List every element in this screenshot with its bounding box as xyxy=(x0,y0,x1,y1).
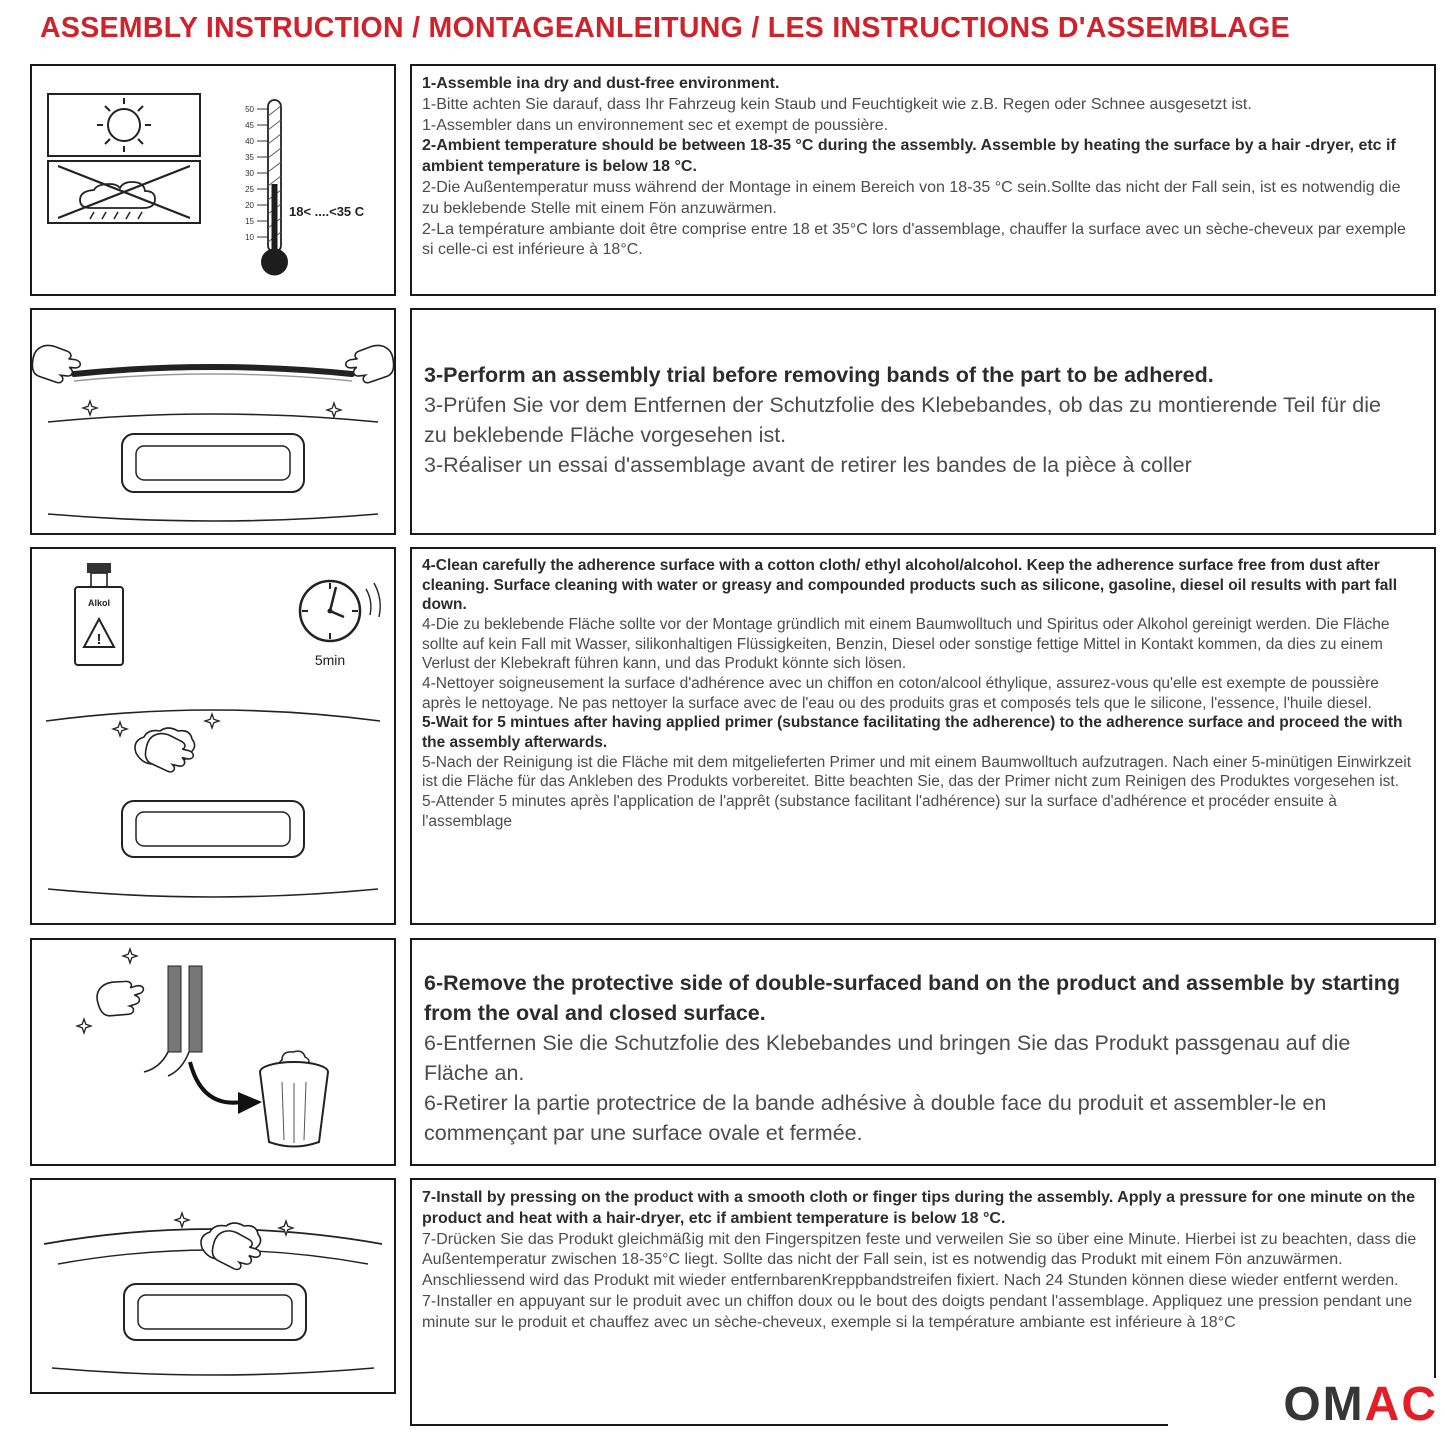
sparkle-icon xyxy=(77,1019,91,1033)
trunk-panel-illustration xyxy=(48,801,378,897)
environment-temperature-illustration xyxy=(32,66,394,294)
step-2-fr: 2-La température ambiante doit être comprise entre 18 et 35°C lors d'assemblage, chauffer la surface avec un sèche-cheveux par exemple si celle-ci est inférieure à 18°C. xyxy=(422,220,1406,259)
page-title: ASSEMBLY INSTRUCTION / MONTAGEANLEITUNG / LES INSTRUCTIONS D'ASSEMBLAGE xyxy=(40,12,1290,44)
wiping-hand-illustration xyxy=(46,710,380,778)
peel-band-illustration xyxy=(77,949,262,1114)
thermometer-tick-label: 20 xyxy=(245,201,254,210)
thermometer-icon xyxy=(245,100,365,275)
alcohol-bottle-icon xyxy=(75,563,123,665)
step-1-fr: 1-Assembler dans un environnement sec et exempt de poussière. xyxy=(422,116,889,134)
step-1-2-text-panel xyxy=(410,64,1436,296)
step-2-en: 2-Ambient temperature should be between 18-35 °C during the assembly. Assemble by heating the surface by a hair -dryer, etc if ambient temperature is below 18 °C. xyxy=(422,137,1396,176)
step-3-de: 3-Prüfen Sie vor dem Entfernen der Schutzfolie des Klebebandes, ob das zu montierende Teil für die zu beklebende Fläche vorgesehen ist. xyxy=(424,393,1381,448)
step-6-de: 6-Entfernen Sie die Schutzfolie des Klebebandes und bringen Sie das Produkt passgenau auf die Fläche an. xyxy=(424,1031,1351,1086)
arrow-icon xyxy=(238,1092,262,1114)
step-5-de: 5-Nach der Reinigung ist die Fläche mit dem mitgelieferten Primer und mit einem Baumwolltuch aufzutragen. Nach einer 5-minütigen Einwirkzeit ist die Fläche für das Ankleben des Produkts vorbereitet. Bitte beachten Sie, das der Primer nicht zum Reinigen des Produktes vorgesehen ist. xyxy=(422,753,1412,791)
step-7-illustration-panel xyxy=(30,1178,396,1394)
step-1-de: 1-Bitte achten Sie darauf, dass Ihr Fahrzeug kein Staub und Feuchtigkeit wie z.B. Regen oder Schnee ausgesetzt ist. xyxy=(422,95,1252,113)
omac-logo-red-letters: AC xyxy=(1364,1378,1438,1431)
trash-bin-icon xyxy=(260,1051,328,1146)
step-5-fr: 5-Attender 5 minutes après l'application de l'apprêt (substance facilitant l'adhérence) sur la surface d'adhérence et procéder ensuite à l'assemblage xyxy=(422,793,1337,830)
thermometer-tick-label: 25 xyxy=(245,185,254,194)
step-4-5-text-panel xyxy=(410,547,1436,925)
pressing-hand-illustration xyxy=(44,1213,382,1276)
trunk-panel-illustration xyxy=(52,1284,374,1375)
thermometer-tick-label: 45 xyxy=(245,121,254,130)
sparkle-icon xyxy=(83,401,97,415)
trial-fit-illustration xyxy=(32,310,394,533)
warning-mark: ! xyxy=(96,631,102,648)
sun-icon xyxy=(48,94,200,156)
trunk-panel-illustration xyxy=(48,414,378,521)
hand-icon xyxy=(95,978,147,1018)
thermometer-tick-label: 40 xyxy=(245,137,254,146)
step-1-en: 1-Assemble ina dry and dust-free environment. xyxy=(422,75,780,92)
sparkle-icon xyxy=(175,1213,189,1227)
step-7-fr: 7-Installer en appuyant sur le produit avec un chiffon doux ou le bout des doigts pendant l'assemblage. Appliquez une pression pendant une minute sur le produit et chauffez avec un sèche-cheveux, exemple si la température ambiante est inférieure à 18°C xyxy=(422,1292,1413,1331)
step-6-illustration-panel xyxy=(30,938,396,1166)
step-4-en: 4-Clean carefully the adherence surface with a cotton cloth/ ethyl alcohol/alcohol. Keep the adherence surface free from dust after cleaning. Surface cleaning with water or greasy and compounded products such as silicone, gasoline, diesel oil results with part fall down. xyxy=(422,557,1398,614)
alcohol-label: Alkol xyxy=(87,598,111,608)
step-2-de: 2-Die Außentemperatur muss während der Montage in einem Bereich von 18-35 °C sein.Sollte das nicht der Fall sein, ist es notwendig die zu beklebende Stelle mit einem Fön anzuwärmen. xyxy=(422,178,1401,217)
step-1-2-illustration-panel xyxy=(30,64,396,296)
step-3-illustration-panel xyxy=(30,308,396,535)
thermometer-tick-label: 30 xyxy=(245,169,254,178)
step-3-text-panel xyxy=(410,308,1436,535)
cleaning-illustration xyxy=(32,549,394,923)
step-5-en: 5-Wait for 5 mintues after having applied primer (substance facilitating the adherence) to the adherence surface and proceed the with the assembly afterwards. xyxy=(422,714,1403,752)
thermometer-tick-label: 35 xyxy=(245,153,254,162)
step-7-de: 7-Drücken Sie das Produkt gleichmäßig mit den Fingerspitzen feste und verweilen Sie so über eine Minute. Hierbei ist zu beachten, dass die Außentemperatur zwischen 18-35°C liegt. Sollte das nicht der Fall sein, ist es notwendig das Produkt mit einem Fön anzuwärmen. Anschliessend wird das Produkt mit wieder entfernbarenKreppbandstreifen fixiert. Nach 24 Stunden können diese wieder entfernt werden. xyxy=(422,1230,1417,1290)
step-3-fr: 3-Réaliser un essai d'assemblage avant de retirer les bandes de la pièce à coller xyxy=(424,453,1192,478)
omac-logo-black-letters: OM xyxy=(1283,1378,1365,1431)
thermometer-tick-label: 10 xyxy=(245,233,254,242)
step-6-en: 6-Remove the protective side of double-surfaced band on the product and assemble by starting from the oval and closed surface. xyxy=(424,971,1401,1026)
sparkle-icon xyxy=(113,722,127,736)
five-min-label: 5min xyxy=(314,652,346,668)
step-3-en: 3-Perform an assembly trial before removing bands of the part to be adhered. xyxy=(424,363,1214,387)
sparkle-icon xyxy=(327,403,341,417)
sparkle-icon xyxy=(205,714,219,728)
step-6-fr: 6-Retirer la partie protectrice de la bande adhésive à double face du produit et assembler-le en commençant par une surface ovale et fermée. xyxy=(424,1091,1327,1146)
pressing-illustration xyxy=(32,1180,394,1392)
no-rain-icon xyxy=(48,161,200,223)
step-4-5-illustration-panel xyxy=(30,547,396,925)
trim-strip-and-hands-illustration xyxy=(32,342,394,417)
sparkle-icon xyxy=(123,949,137,963)
step-4-fr: 4-Nettoyer soigneusement la surface d'adhérence avec un chiffon en coton/alcool éthylique, assurez-vous qu'elle est exempte de poussière après le nettoyage. Ne pas nettoyer la surface avec de l'eau ou des produits gras et composés tels que le silicone, l'essence, l'huile diesel. xyxy=(422,675,1379,712)
step-4-de: 4-Die zu beklebende Fläche sollte vor der Montage gründlich mit einem Baumwolltuch und Spiritus oder Alkohol gereinigt werden. Die Fläche sollte auf kein Fall mit Wasser, silikonhaltigen Flüssigkeiten, Benzin, Diesel oder sonstige fettige Mittel in Kontakt kommen, da dies zu einem Verlust der Klebekraft führen kann, und das Produkt könnte sich lösen. xyxy=(422,616,1390,673)
step-6-text-panel xyxy=(410,938,1436,1166)
peel-band-illustration-panel xyxy=(32,940,394,1164)
temperature-range-label: 18< ....<35 C xyxy=(289,204,365,219)
thermometer-tick-label: 50 xyxy=(245,105,254,114)
clock-icon xyxy=(300,581,380,668)
omac-logo xyxy=(1168,1378,1438,1432)
step-7-en: 7-Install by pressing on the product with a smooth cloth or finger tips during the assembly. Apply a pressure for one minute on the product and heat with a hair-dryer, etc if ambient temperature is below 18 °C. xyxy=(422,1189,1415,1227)
thermometer-tick-label: 15 xyxy=(245,217,254,226)
